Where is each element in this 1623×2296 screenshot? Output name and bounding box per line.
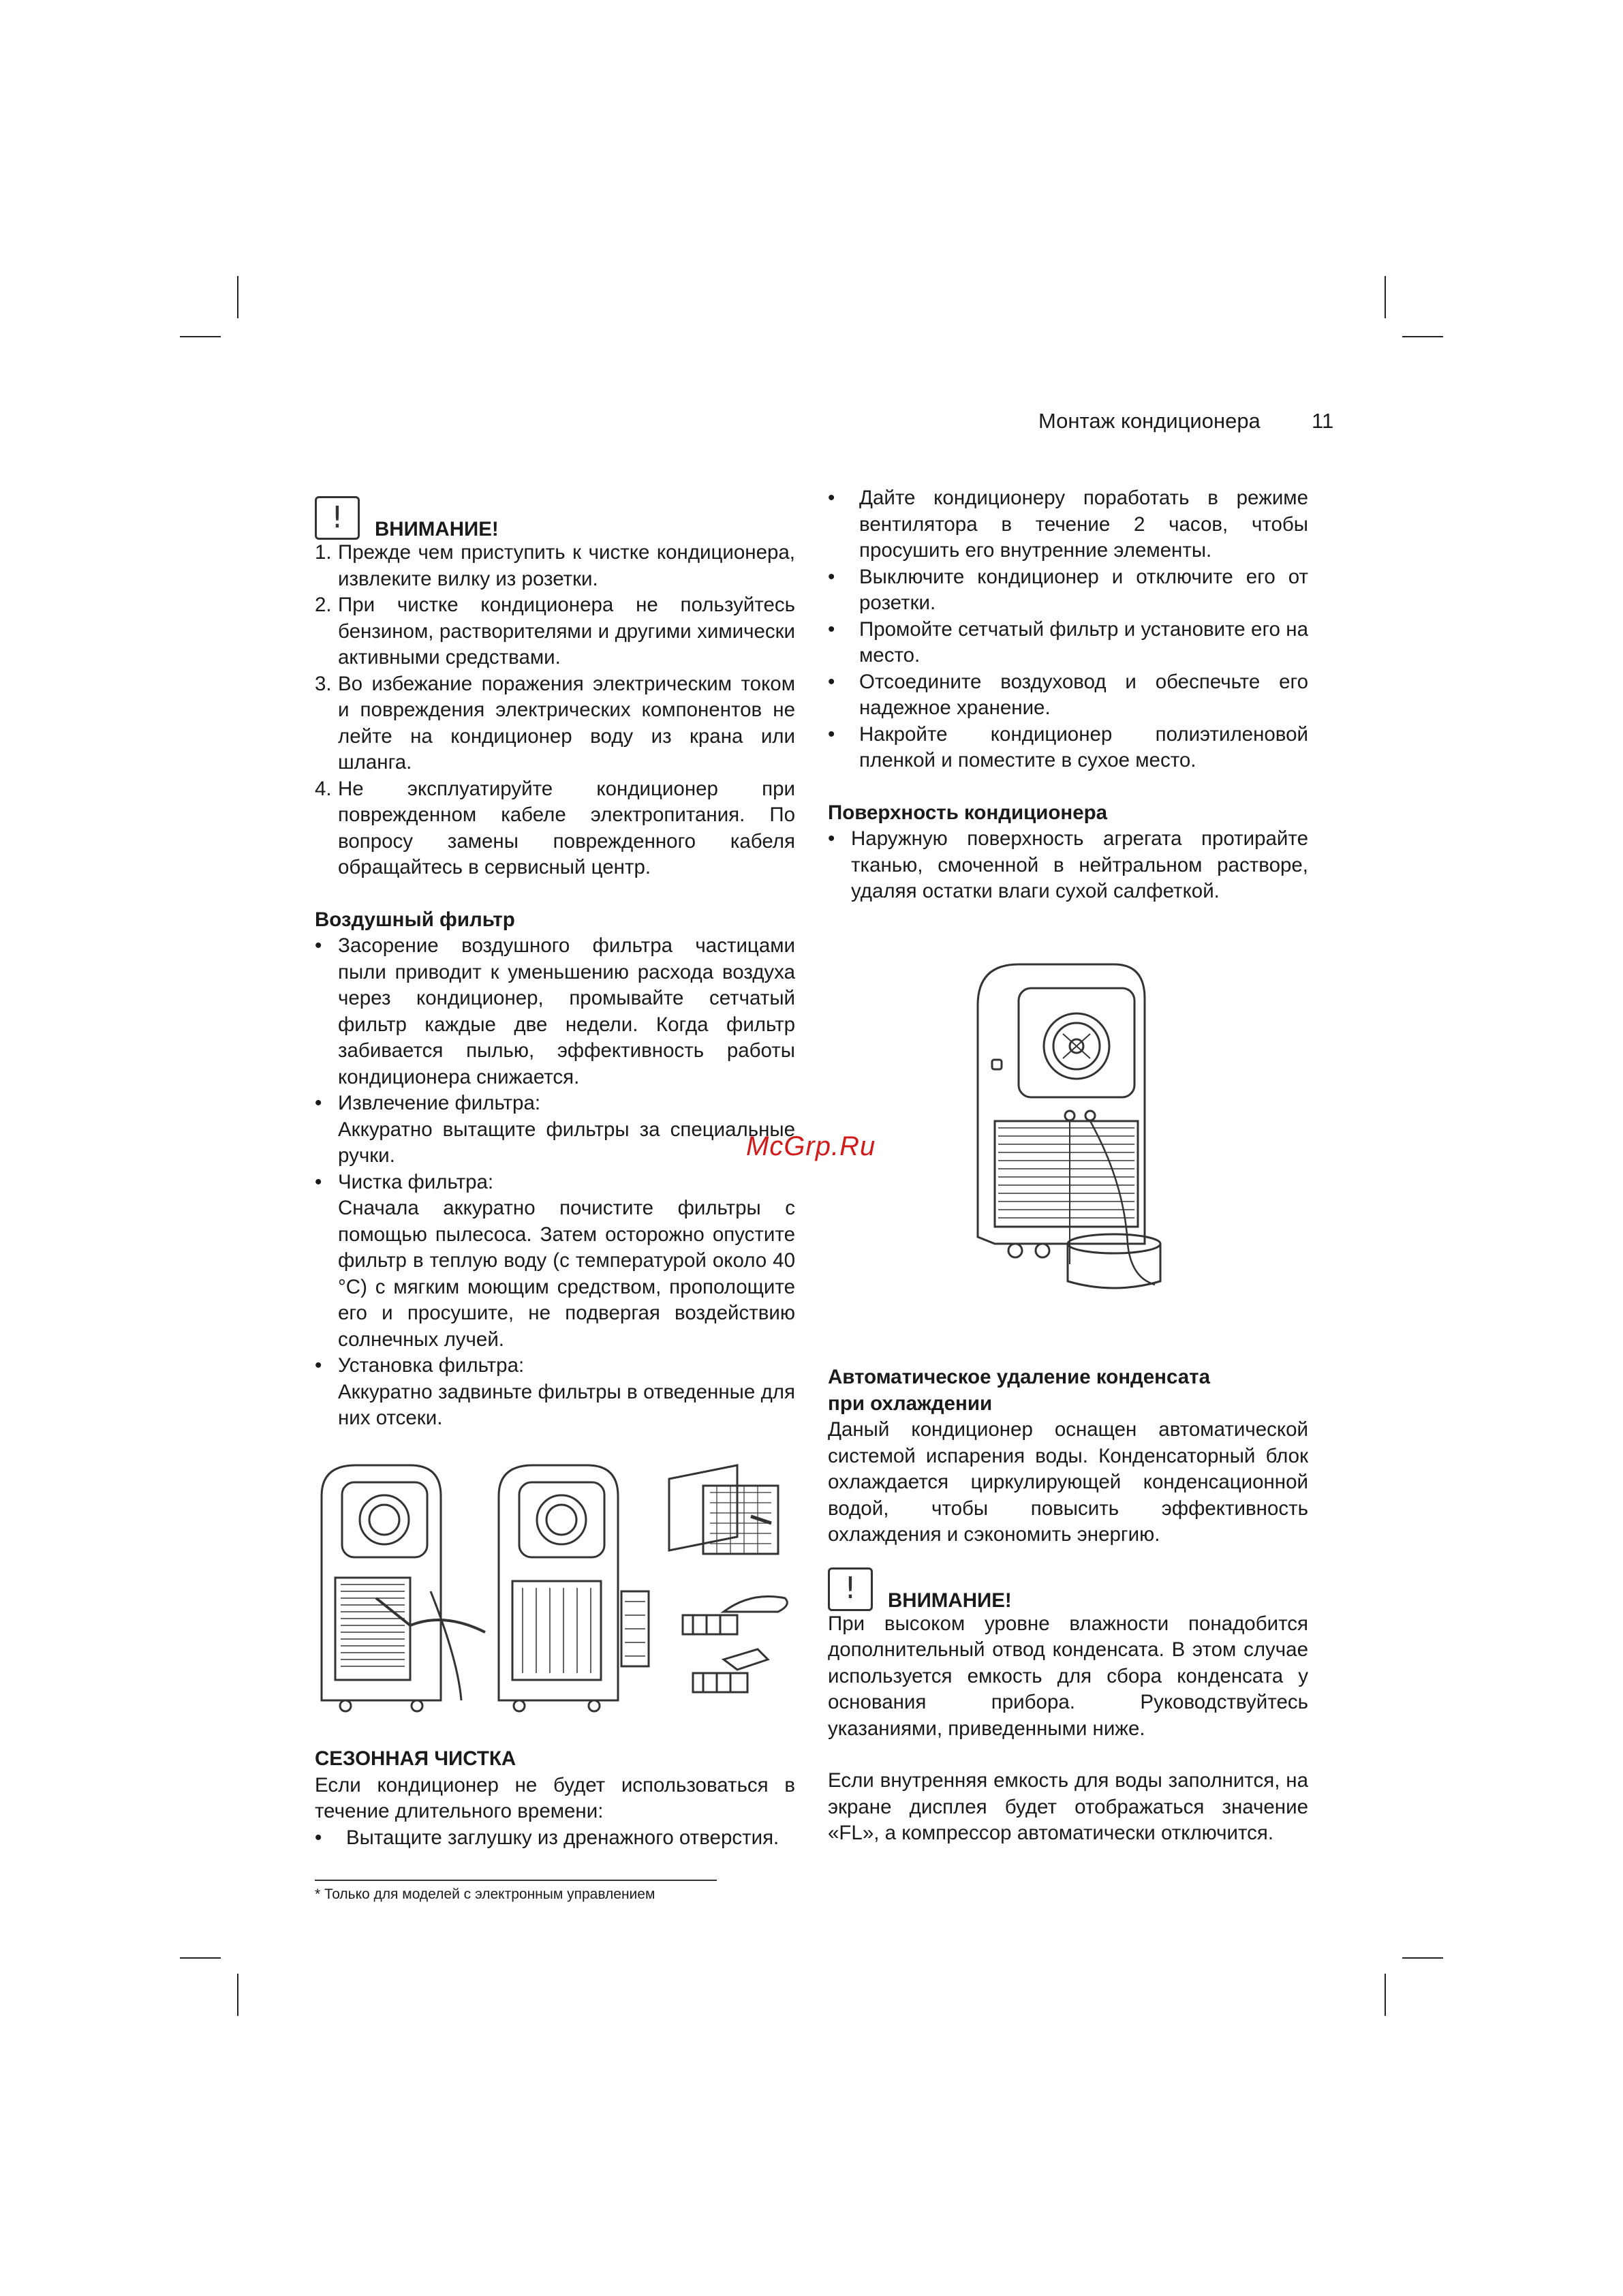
list-item: • Вытащите заглушку из дренажного отверстия.	[315, 1826, 779, 1849]
section-heading-condensate: Автоматическое удаление конденсата	[828, 1366, 1211, 1388]
list-item: • Установка фильтра: Аккуратно задвиньте фильтры в отведенные для них отсеки.	[315, 1354, 795, 1429]
seasonal-cleaning-section	[315, 1746, 795, 1851]
crop-mark	[1402, 1957, 1443, 1959]
list-item: • Засорение воздушного фильтра частицами пыли приводит к уменьшению расхода воздуха через кондиционер, промывайте сетчатый фильтр каждые две недели. Когда фильтр забивается пылью, эффективность работы кондиционера снижается.	[315, 934, 795, 1088]
section-heading-condensate-line2: при охлаждении	[828, 1392, 993, 1415]
list-item: 1. Прежде чем приступить к чистке кондиционера, извлеките вилку из розетки.	[315, 541, 795, 590]
list-item: • Отсоедините воздуховод и обеспечьте его надежное хранение.	[828, 670, 1308, 719]
seasonal-intro: Если кондиционер не будет использоваться в течение длительного времени:	[315, 1773, 795, 1822]
list-item: • Наружную поверхность агрегата протирайте тканью, смоченной в нейтральном растворе, удаляя остатки влаги сухой салфеткой.	[828, 827, 1308, 902]
warning-text-2: Если внутренняя емкость для воды заполнится, на экране дисплея будет отображаться значение «FL», а компрессор автоматически отключится.	[828, 1769, 1308, 1844]
warning-list	[315, 540, 795, 881]
crop-mark	[237, 1974, 238, 2016]
warning-title: ВНИМАНИЕ!	[888, 1589, 1012, 1612]
cleaning-drawing	[683, 1597, 787, 1693]
filter-drawing	[669, 1465, 778, 1554]
air-filter-list	[315, 933, 795, 1432]
list-item: 3. Во избежание поражения электрическим током и повреждения электрических компонентов не лейте на кондиционер воду из крана или шланга.	[315, 672, 795, 774]
seasonal-steps-list	[828, 485, 1308, 774]
crop-mark	[1385, 1974, 1386, 2016]
surface-list	[828, 826, 1308, 905]
section-heading-surface: Поверхность кондиционера	[828, 801, 1108, 824]
crop-mark	[237, 276, 238, 318]
seasonal-list	[315, 1825, 795, 1852]
crop-mark	[180, 336, 221, 337]
right-column-bottom	[828, 1364, 1308, 1847]
section-heading-seasonal: СЕЗОННАЯ ЧИСТКА	[315, 1747, 516, 1770]
warning-heading	[828, 1562, 1308, 1611]
list-item: • Промойте сетчатый фильтр и установите его на место.	[828, 617, 1308, 667]
left-column	[315, 491, 795, 1432]
list-item: • Выключите кондиционер и отключите его от розетки.	[828, 565, 1308, 614]
warning-heading	[315, 491, 795, 540]
condensate-drain-illustration	[968, 958, 1226, 1298]
section-heading-air-filter: Воздушный фильтр	[315, 908, 515, 931]
footnote-rule	[315, 1880, 717, 1881]
warning-icon: !	[828, 1567, 873, 1611]
ac-unit-drawing	[499, 1465, 649, 1711]
list-item: 2. При чистке кондиционера не пользуйтесь бензином, растворителями и другими химически активными средствами.	[315, 594, 795, 669]
condensate-text: Даный кондиционер оснащен автоматической системой испарения воды. Конденсаторный блок охлаждается циркулирующей конденсационной водой, чтобы повысить эффективность охлаждения и сэкономить энергию.	[828, 1418, 1308, 1546]
list-item: • Дайте кондиционеру поработать в режиме вентилятора в течение 2 часов, чтобы просушить его внутренние элементы.	[828, 487, 1308, 562]
list-item: • Накройте кондиционер полиэтиленовой пленкой и поместите в сухое место.	[828, 722, 1308, 771]
list-item: 4. Не эксплуатируйте кондиционер при поврежденном кабеле электропитания. По вопросу замены поврежденного кабеля обращайтесь в сервисный центр.	[315, 777, 795, 878]
running-header: Монтаж кондиционера	[1038, 409, 1261, 433]
warning-icon: !	[315, 496, 360, 540]
right-column-top	[828, 485, 1308, 905]
crop-mark	[1385, 276, 1386, 318]
watermark: McGrp.Ru	[746, 1131, 876, 1161]
list-item: • Извлечение фильтра: Аккуратно вытащите фильтры за специальные ручки.	[315, 1092, 795, 1167]
warning-text: При высоком уровне влажности понадобится дополнительный отвод конденсата. В этом случае используется емкость для сбора конденсата у основания прибора. Руководствуйтесь указаниями, приведенными ниже.	[828, 1612, 1308, 1740]
crop-mark	[180, 1957, 221, 1959]
list-item: • Чистка фильтра: Сначала аккуратно почистите фильтры с помощью пылесоса. Затем осторожно опустите фильтр в теплую воду (с температурой около 40 °C) с мягким моющим средством, прополощите его и просушите, не подвергая воздействию солнечных лучей.	[315, 1170, 795, 1351]
filter-removal-illustration	[315, 1455, 805, 1714]
warning-title: ВНИМАНИЕ!	[375, 518, 499, 540]
page-number: 11	[1312, 409, 1334, 433]
ac-unit-drawing	[322, 1465, 485, 1711]
footnote: * Только для моделей с электронным управлением	[315, 1886, 655, 1902]
crop-mark	[1402, 336, 1443, 337]
